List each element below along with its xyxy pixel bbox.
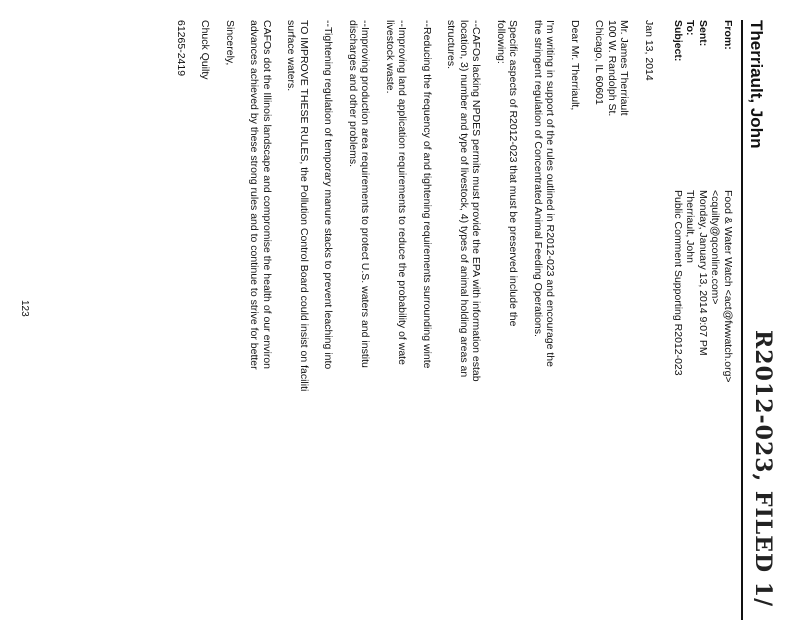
letter-body	[163, 20, 656, 620]
paragraph	[347, 20, 372, 620]
address-line: Chicago, IL 60601	[593, 20, 606, 105]
line: CAFOs dot the Illinois landscape and compromise the health of our environ	[261, 20, 273, 370]
line: I'm writing in support of the rules outlined in R2012-023 and encourage the	[544, 20, 557, 367]
line: advances achieved by these strong rules and to continue to strive for better	[248, 20, 261, 370]
line: following:	[495, 20, 507, 64]
line: livestock waste.	[384, 20, 396, 94]
header-to	[684, 20, 697, 620]
line: Specific aspects of R2012-023 that must be preserved include the	[507, 20, 520, 327]
header-value: <cquilty@qconline.com>	[709, 190, 722, 305]
page-number: 123	[19, 300, 30, 317]
header-label: Subject:	[672, 20, 684, 62]
paragraph	[532, 20, 557, 620]
header-value: Monday, January 13, 2014 9:07 PM	[697, 190, 709, 356]
header-value: Food & Water Watch <act@fwwatch.org>	[722, 190, 734, 383]
paragraph: --Tightening regulation of temporary manure stacks to prevent leaching into	[322, 20, 335, 370]
recipient-address	[593, 20, 631, 620]
signer-name: Chuck Quilty	[199, 20, 212, 80]
line: TO IMPROVE THESE RULES, the Pollution Control Board could insist on faciliti	[298, 20, 310, 392]
header-label	[709, 20, 722, 190]
header-subject	[672, 20, 685, 620]
closing: Sincerely,	[224, 20, 236, 66]
line: --Improving production area requirements to protect U.S. waters and institu	[359, 20, 372, 368]
address-line: 100 W. Randolph St.	[606, 20, 618, 117]
filing-stamp: R2012-023, FILED 1/	[750, 330, 776, 608]
address-line: Mr. James Therriault	[618, 20, 631, 116]
paragraph	[445, 20, 483, 620]
signer-phone: 61265-2419	[175, 20, 187, 77]
header-value: Therriault, John	[684, 190, 697, 263]
paragraph	[495, 20, 520, 620]
header-label: To:	[684, 20, 697, 36]
header-sent	[697, 20, 710, 620]
line: the stringent regulation of Concentrated Animal Feeding Operations.	[532, 20, 544, 337]
header-from-cont	[709, 20, 722, 620]
header-divider	[741, 20, 743, 620]
sender-name: Therriault, John	[747, 20, 766, 149]
header-label: From:	[722, 20, 734, 50]
line: surface waters.	[285, 20, 298, 92]
line: discharges and other problems.	[347, 20, 359, 168]
paragraph	[248, 20, 273, 620]
salutation: Dear Mr. Therriault,	[569, 20, 581, 111]
header-from	[722, 20, 735, 620]
paragraph: --Reducing the frequency of and tightening requirements surrounding winte	[421, 20, 433, 369]
line: structures.	[445, 20, 458, 70]
email-header	[672, 20, 735, 620]
paragraph	[285, 20, 310, 620]
line: location, 3) number and type of livestock, 4) types of animal holding areas an	[458, 20, 470, 378]
header-label: Sent:	[697, 20, 709, 47]
line: --CAFOs lacking NPDES permits must provide the EPA with information estab	[470, 20, 483, 382]
paragraph	[384, 20, 409, 620]
letter-date: Jan 13, 2014	[643, 20, 655, 81]
header-value: Public Comment Supporting R2012-023	[672, 190, 684, 376]
line: --Improving land application requirements to reduce the probability of wate	[396, 20, 409, 365]
